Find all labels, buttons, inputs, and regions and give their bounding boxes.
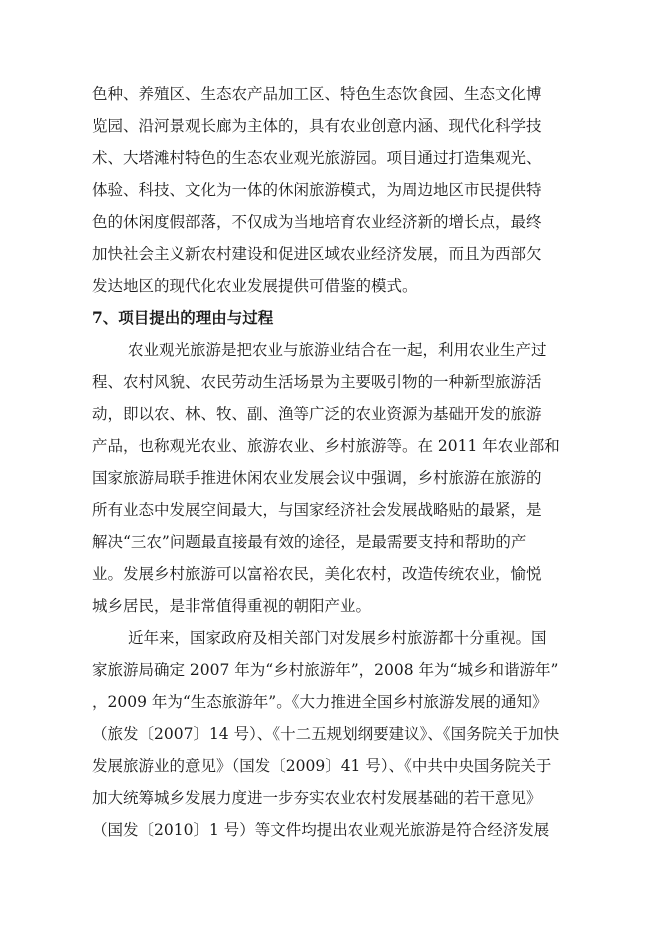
- text-line: 所有业态中发展空间最大，与国家经济社会发展战略贴的最紧，是: [92, 501, 542, 519]
- text-line: （国发〔2010〕1 号）等文件均提出农业观光旅游是符合经济发展: [92, 821, 550, 839]
- text-line: 体验、科技、文化为一体的休闲旅游模式，为周边地区市民提供特: [92, 181, 542, 199]
- text-line: 近年来，国家政府及相关部门对发展乡村旅游都十分重视。国: [128, 629, 547, 647]
- text-line: 业。发展乡村旅游可以富裕农民，美化农村，改造传统农业，愉悦: [92, 565, 542, 583]
- text-line: 发展旅游业的意见》（国发〔2009〕41 号）、《中共中央国务院关于: [92, 757, 552, 775]
- section-heading: 7、项目提出的理由与过程: [92, 308, 274, 327]
- text-line: 产品，也称观光农业、旅游农业、乡村旅游等。在 2011 年农业部和: [92, 437, 560, 455]
- paragraph-2: [92, 334, 562, 622]
- text-line: 术、大塔滩村特色的生态农业观光旅游园。项目通过打造集观光、: [92, 149, 542, 167]
- text-line: 国家旅游局联手推进休闲农业发展会议中强调，乡村旅游在旅游的: [92, 469, 542, 487]
- text-line: （旅发〔2007〕14 号）、《十二五规划纲要建议》、《国务院关于加快: [92, 725, 560, 743]
- text-line: 览园、沿河景观长廊为主体的，具有农业创意内涵、现代化科学技: [92, 117, 542, 135]
- text-line: 解决“三农”问题最直接最有效的途径，是最需要支持和帮助的产: [92, 533, 527, 551]
- text-line: ，2009 年为“生态旅游年”。《大力推进全国乡村旅游发展的通知》: [92, 693, 548, 711]
- paragraph-1: [92, 78, 562, 302]
- text-line: 农业观光旅游是把农业与旅游业结合在一起，利用农业生产过: [128, 341, 547, 359]
- paragraph-3: [92, 622, 562, 846]
- text-line: 家旅游局确定 2007 年为“乡村旅游年”，2008 年为“城乡和谐游年”: [92, 661, 559, 679]
- text-line: 色的休闲度假部落，不仅成为当地培育农业经济新的增长点，最终: [92, 213, 542, 231]
- text-line: 色种、养殖区、生态农产品加工区、特色生态饮食园、生态文化博: [92, 85, 542, 103]
- text-line: 动，即以农、林、牧、副、渔等广泛的农业资源为基础开发的旅游: [92, 405, 542, 423]
- text-line: 城乡居民，是非常值得重视的朝阳产业。: [92, 597, 372, 615]
- text-line: 程、农村风貌、农民劳动生活场景为主要吸引物的一种新型旅游活: [92, 373, 542, 391]
- text-line: 加快社会主义新农村建设和促进区域农业经济发展，而且为西部欠: [92, 245, 542, 263]
- text-line: 发达地区的现代化农业发展提供可借鉴的模式。: [92, 277, 418, 295]
- text-line: 加大统筹城乡发展力度进一步夯实农业农村发展基础的若干意见》: [92, 789, 542, 807]
- document-page: [92, 78, 562, 846]
